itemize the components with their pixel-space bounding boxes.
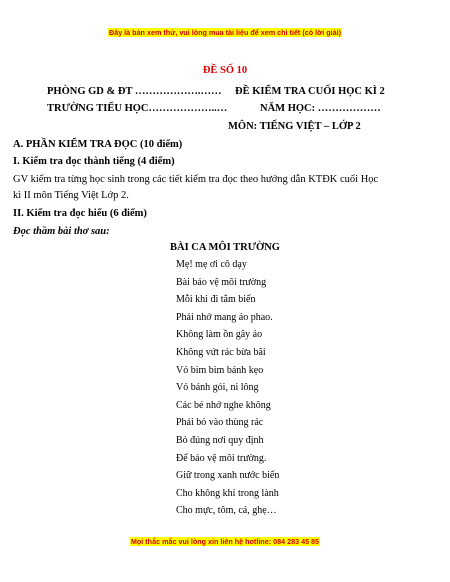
reading-instruction: Đọc thầm bài thơ sau: — [13, 226, 110, 237]
section-reading-aloud-heading: I. Kiểm tra đọc thành tiếng (4 điểm) — [13, 156, 175, 167]
poem-line: Không vứt rác bừa bãi — [176, 346, 266, 358]
hotline-banner — [0, 537, 450, 546]
exam-title: ĐỀ KIỂM TRA CUỐI HỌC KÌ 2 — [235, 86, 385, 97]
poem-line: Bài bảo vệ môi trường — [176, 276, 267, 288]
poem-line: Phải bỏ vào thùng rác — [176, 417, 264, 429]
poem-line: Để bảo vệ môi trường. — [176, 452, 267, 464]
poem-title: BÀI CA MÔI TRƯỜNG — [170, 242, 280, 253]
poem-line: Cho mực, tôm, cá, ghẹ… — [176, 505, 277, 517]
poem-line: Bỏ đúng nơi quy định — [176, 434, 264, 446]
section-part-a-heading: A. PHẦN KIỂM TRA ĐỌC (10 điểm) — [13, 139, 183, 150]
school-line: TRƯỜNG TIỂU HỌC………………..… — [47, 103, 228, 114]
poem-line: Vỏ bim bim bánh kẹo — [176, 364, 264, 376]
school-year: NĂM HỌC: ……………… — [260, 103, 381, 114]
poem-line: Không làm ồn gây ảo — [176, 329, 263, 341]
poem-line: Vỏ bánh gói, ni lông — [176, 382, 259, 394]
poem-line: Giữ trong xanh nước biển — [176, 470, 280, 482]
poem-line: Các bé nhớ nghe không — [176, 399, 271, 411]
preview-notice-text: Đây là bản xem thử, vui lòng mua tài liệu để xem chi tiết (có lời giải) — [109, 28, 341, 37]
hotline-text: Mọi thắc mắc vui lòng xin liên hệ hotline: 084 283 45 85 — [130, 537, 320, 546]
poem-line: Mỗi khi đi tắm biển — [176, 294, 256, 306]
poem-line: Phải nhớ mang áo phao. — [176, 311, 273, 323]
section-reading-comprehension-heading: II. Kiểm tra đọc hiểu (6 điểm) — [13, 208, 147, 219]
instruction-text-line-1: GV kiểm tra từng học sinh trong các tiết kiểm tra đọc theo hướng dẫn KTĐK cuối Học — [13, 174, 379, 185]
poem-body — [176, 258, 279, 522]
poem-line: Cho không khí trong lành — [176, 487, 279, 499]
instruction-text-line-2: kì II môn Tiếng Việt Lớp 2. — [13, 190, 129, 201]
subject-line: MÔN: TIẾNG VIỆT – LỚP 2 — [228, 121, 361, 132]
exam-number: ĐỀ SỐ 10 — [202, 65, 248, 76]
preview-notice-banner — [0, 28, 450, 37]
department-line: PHÒNG GD & ĐT ……………….…… — [47, 86, 222, 97]
poem-line: Mẹ! mẹ ơi cô dạy — [176, 259, 247, 270]
